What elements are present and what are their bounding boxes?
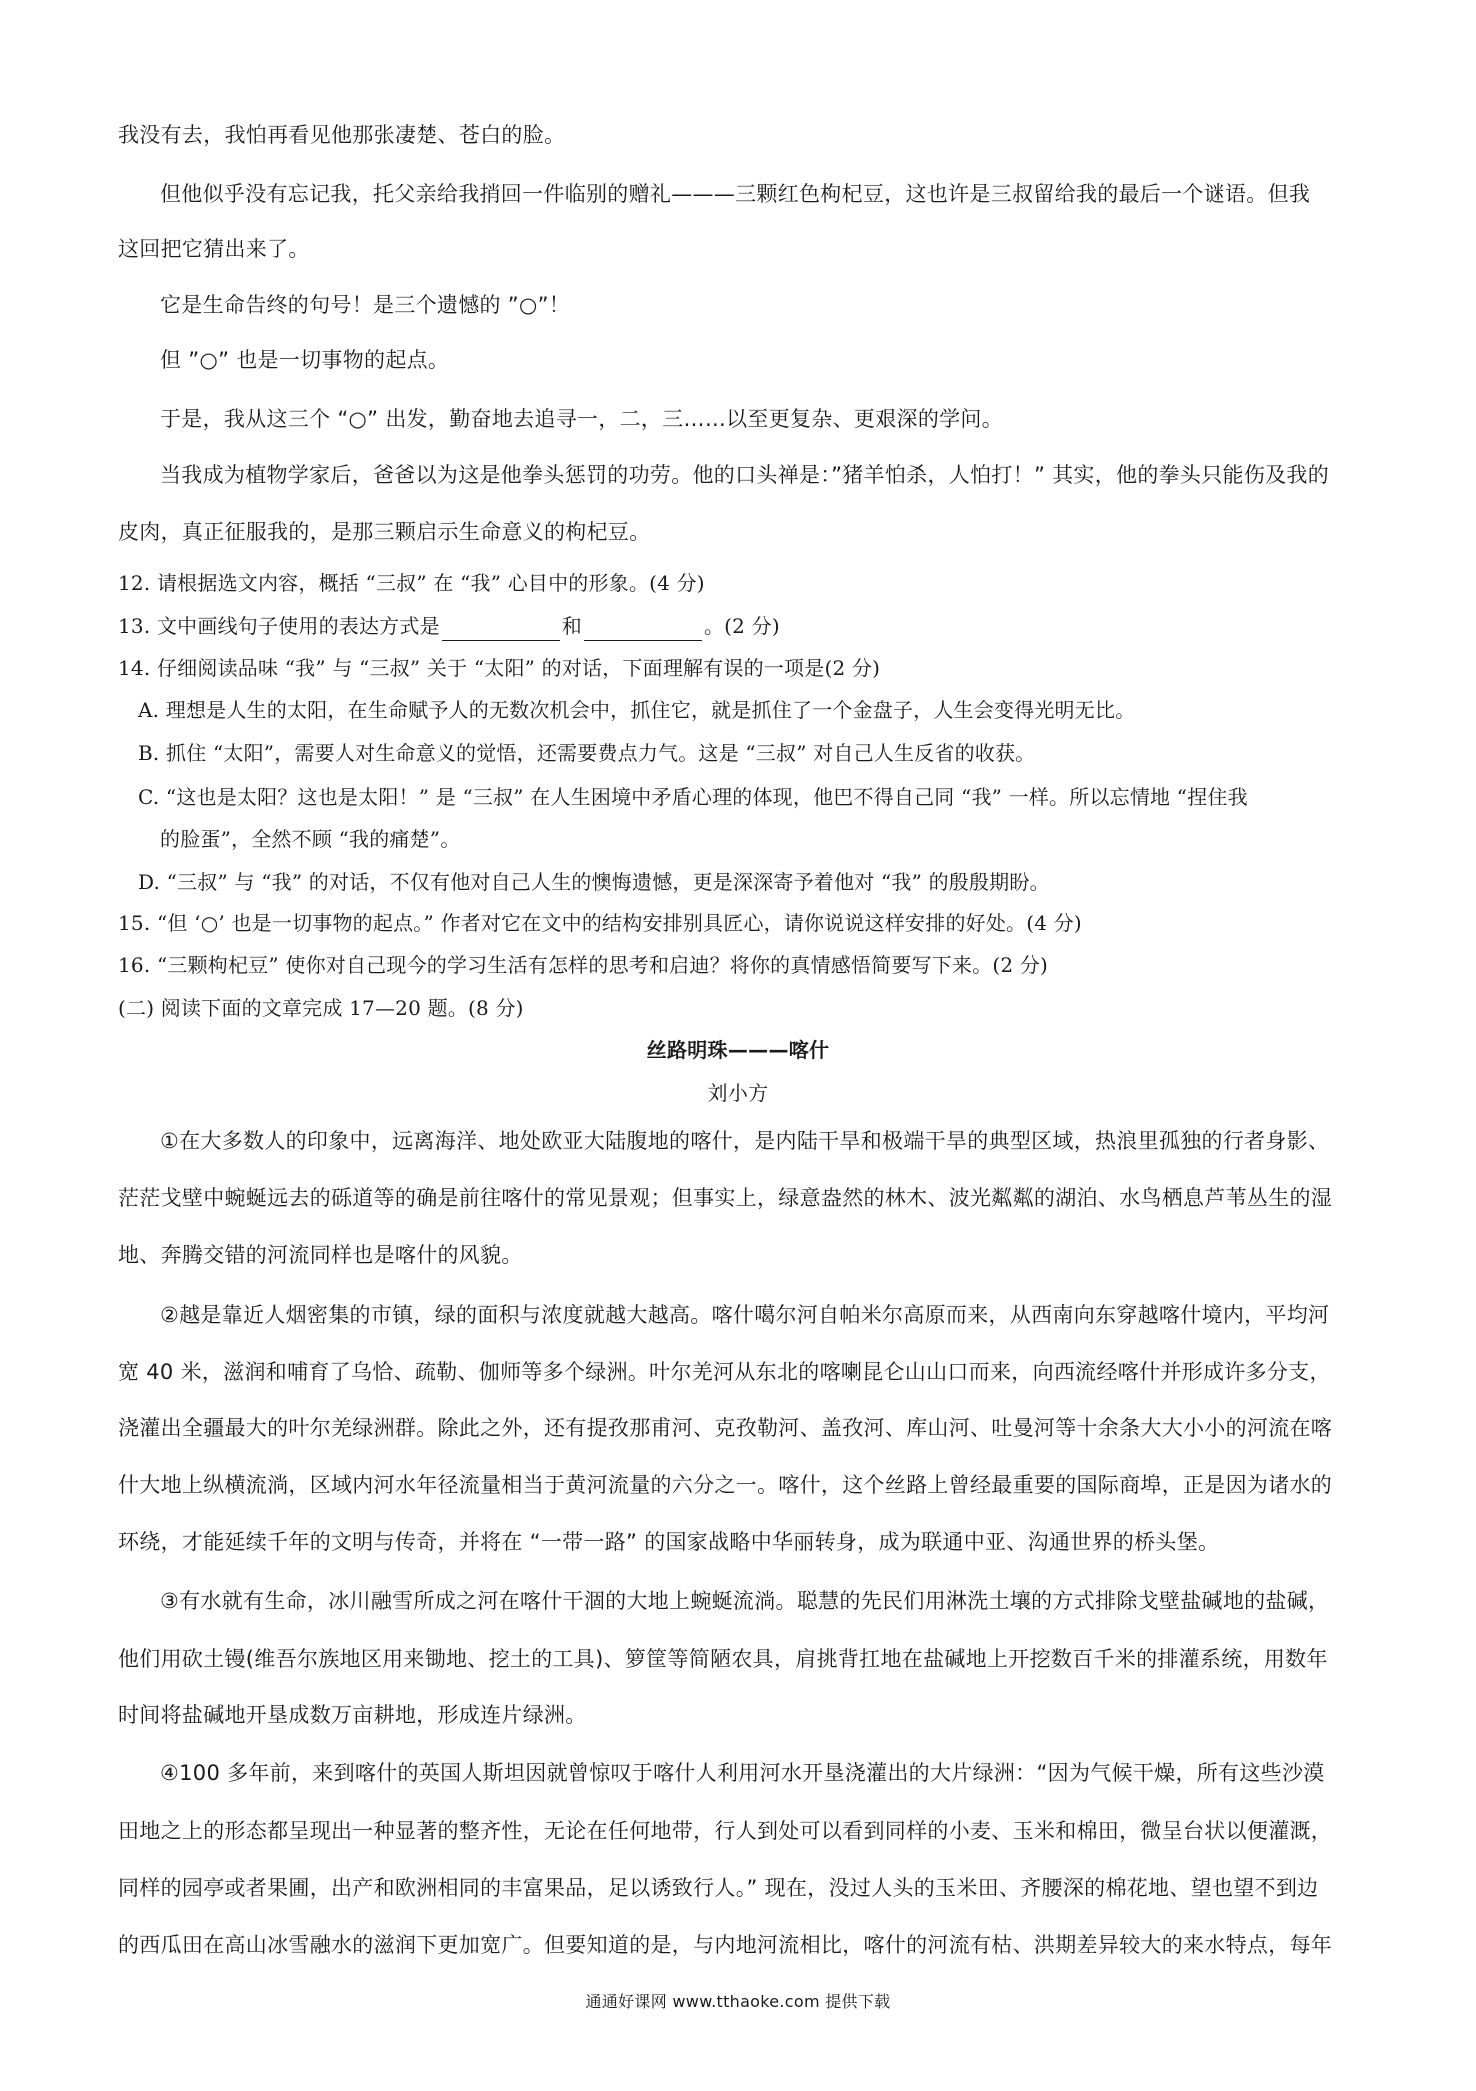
article-line: 他们用砍土镘(维吾尔族地区用来锄地、挖土的工具)、箩筐等简陋农具，肩挑背扛地在盐碱地上开挖数百千米的排灌系统，用数年	[118, 1647, 1328, 1671]
question-13-points: 。(2 分)	[703, 614, 780, 638]
article-title: 丝路明珠———喀什	[646, 1038, 830, 1062]
passage-line: 于是，我从这三个 “○” 出发，勤奋地去追寻一，二，三……以至更复杂、更艰深的学问。	[160, 407, 1004, 431]
article-author: 刘小方	[707, 1081, 769, 1105]
passage-line: 但 ”○” 也是一切事物的起点。	[160, 348, 450, 372]
article-line: ②越是靠近人烟密集的市镇，绿的面积与浓度就越大越高。喀什噶尔河自帕米尔高原而来，从西南向东穿越喀什境内，平均河	[160, 1303, 1330, 1327]
article-line: 同样的园亭或者果圃，出产和欧洲相同的丰富果品，足以诱致行人。” 现在，没过人头的玉米田、齐腰深的棉花地、望也望不到边	[118, 1876, 1319, 1900]
option-d: D. “三叔” 与 “我” 的对话，不仅有他对自己人生的懊悔遗憾，更是深深寄予着他对 “我” 的殷殷期盼。	[138, 870, 1050, 894]
question-13-text: 13. 文中画线句子使用的表达方式是	[118, 614, 440, 638]
option-c-cont: 的脸蛋”，全然不顾 “我的痛楚”。	[160, 827, 461, 851]
option-b: B. 抓住 “太阳”，需要人对生命意义的觉悟，还需要费点力气。这是 “三叔” 对自己人生反省的收获。	[138, 741, 1036, 765]
passage-line: 这回把它猜出来了。	[118, 237, 310, 261]
article-line: 什大地上纵横流淌，区域内河水年径流量相当于黄河流量的六分之一。喀什，这个丝路上曾经最重要的国际商埠，正是因为诸水的	[118, 1473, 1333, 1497]
article-line: 宽 40 米，滋润和哺育了乌恰、疏勒、伽师等多个绿洲。叶尔羌河从东北的喀喇昆仑山山口而来，向西流经喀什并形成许多分支，	[118, 1360, 1331, 1384]
article-line: 的西瓜田在高山冰雪融水的滋润下更加宽广。但要知道的是，与内地河流相比，喀什的河流有枯、洪期差异较大的来水特点，每年	[118, 1933, 1333, 1957]
article-line: 茫茫戈壁中蜿蜒远去的砾道等的确是前往喀什的常见景观；但事实上，绿意盎然的林木、波光粼粼的湖泊、水鸟栖息芦苇丛生的湿	[118, 1186, 1333, 1210]
passage-line: 我没有去，我怕再看见他那张凄楚、苍白的脸。	[118, 123, 566, 147]
question-12: 12. 请根据选文内容，概括 “三叔” 在 “我” 心目中的形象。(4 分)	[118, 571, 705, 595]
question-13	[118, 611, 1380, 641]
page-footer: 通通好课网 www.tthaoke.com 提供下载	[585, 1992, 891, 2011]
question-16: 16. “三颗枸杞豆” 使你对自己现今的学习生活有怎样的思考和启迪？将你的真情感悟简要写下来。(2 分)	[118, 953, 1049, 977]
article-line: ④100 多年前，来到喀什的英国人斯坦因就曾惊叹于喀什人利用河水开垦浇灌出的大片绿洲：“因为气候干燥，所有这些沙漠	[160, 1761, 1325, 1785]
article-line: 地、奔腾交错的河流同样也是喀什的风貌。	[118, 1243, 523, 1267]
article-line: ①在大多数人的印象中，远离海洋、地处欧亚大陆腹地的喀什，是内陆干旱和极端干旱的典型区域，热浪里孤独的行者身影、	[160, 1129, 1330, 1153]
article-line: ③有水就有生命，冰川融雪所成之河在喀什干涸的大地上蜿蜒流淌。聪慧的先民们用淋洗土壤的方式排除戈壁盐碱地的盐碱，	[160, 1589, 1330, 1613]
answer-blank[interactable]	[584, 618, 702, 641]
option-a: A. 理想是人生的太阳，在生命赋予人的无数次机会中，抓住它，就是抓住了一个金盘子，人生会变得光明无比。	[138, 698, 1136, 722]
passage-line: 当我成为植物学家后，爸爸以为这是他拳头惩罚的功劳。他的口头禅是：”猪羊怕杀，人怕打！” 其实，他的拳头只能伤及我的	[160, 463, 1330, 487]
question-14: 14. 仔细阅读品味 “我” 与 “三叔” 关于 “太阳” 的对话，下面理解有误的一项是(2 分)	[118, 656, 881, 680]
section-heading: (二) 阅读下面的文章完成 17—20 题。(8 分)	[118, 996, 524, 1020]
article-line: 浇灌出全疆最大的叶尔羌绿洲群。除此之外，还有提孜那甫河、克孜勒河、盖孜河、库山河、吐曼河等十余条大大小小的河流在喀	[118, 1416, 1333, 1440]
option-c: C. “这也是太阳？这也是太阳！” 是 “三叔” 在人生困境中矛盾心理的体现，他巴不得自己同 “我” 一样。所以忘情地 “捏住我	[138, 785, 1248, 809]
question-13-and: 和	[561, 614, 582, 638]
article-line: 环绕，才能延续千年的文明与传奇，并将在 “一带一路” 的国家战略中华丽转身，成为联通中亚、沟通世界的桥头堡。	[118, 1530, 1220, 1554]
passage-line: 皮肉，真正征服我的，是那三颗启示生命意义的枸杞豆。	[118, 520, 651, 544]
article-line: 时间将盐碱地开垦成数万亩耕地，形成连片绿洲。	[118, 1703, 587, 1727]
passage-line: 但他似乎没有忘记我，托父亲给我捎回一件临别的赠礼———三颗红色枸杞豆，这也许是三叔留给我的最后一个谜语。但我	[160, 182, 1311, 206]
passage-line: 它是生命告终的句号！是三个遗憾的 ”○”！	[160, 293, 571, 317]
answer-blank[interactable]	[442, 618, 560, 641]
question-15: 15. “但 ‘○’ 也是一切事物的起点。” 作者对它在文中的结构安排别具匠心，请你说说这样安排的好处。(4 分)	[118, 911, 1082, 935]
article-line: 田地之上的形态都呈现出一种显著的整齐性，无论在任何地带，行人到处可以看到同样的小麦、玉米和棉田，微呈台状以便灌溉，	[118, 1819, 1333, 1843]
